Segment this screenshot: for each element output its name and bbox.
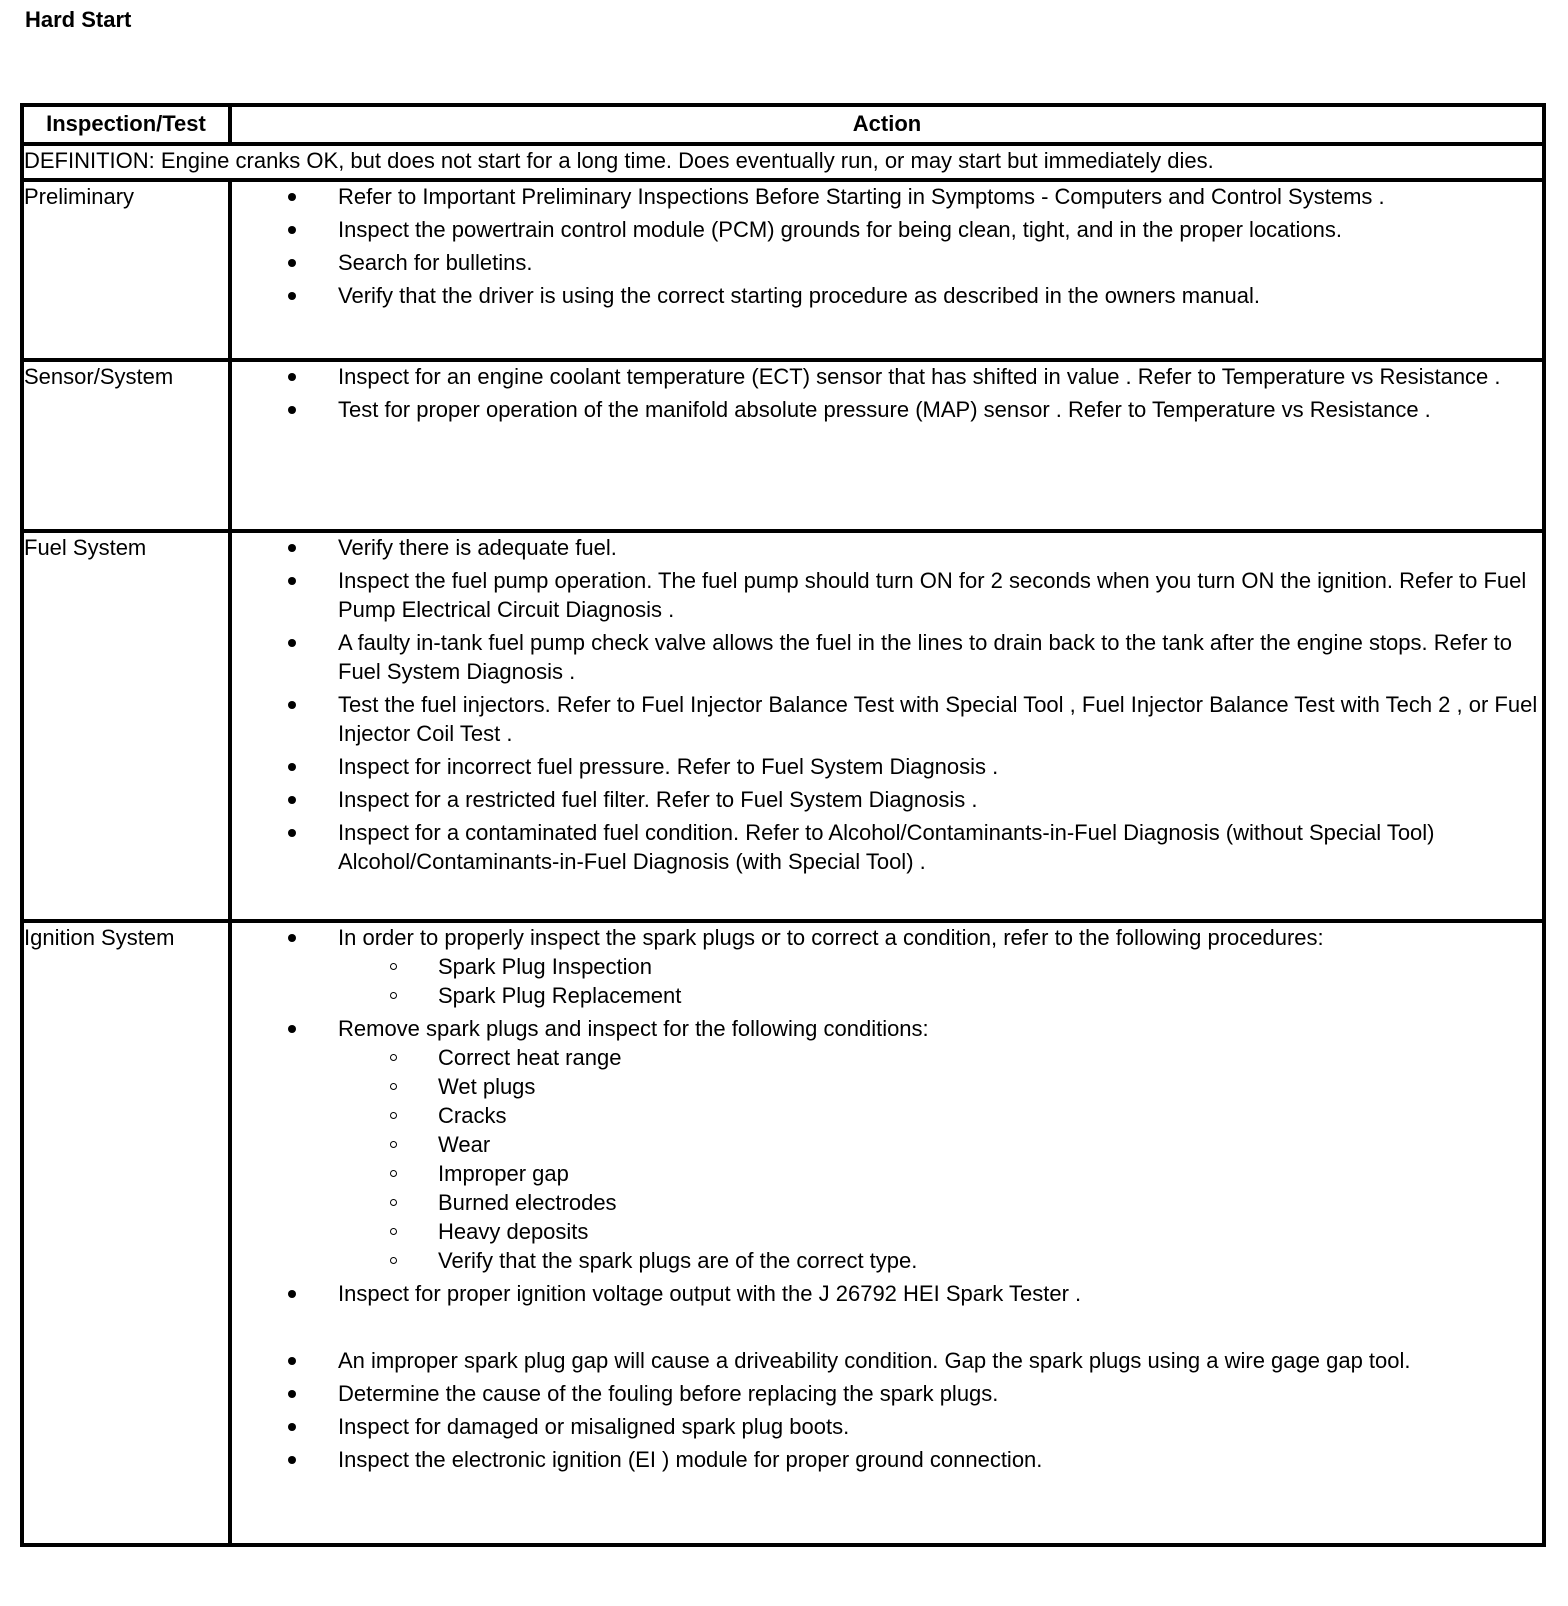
action-item <box>232 1014 1542 1275</box>
action-item <box>232 1279 1542 1308</box>
action-item <box>232 1445 1542 1474</box>
action-cell <box>230 921 1544 1545</box>
action-item <box>232 281 1542 310</box>
sub-item: Verify that the spark plugs are of the correct type. <box>338 1246 1542 1275</box>
table-row <box>22 531 1544 921</box>
definition-row <box>22 144 1544 180</box>
action-list <box>232 362 1542 424</box>
action-item <box>232 566 1542 624</box>
table-row <box>22 360 1544 531</box>
row-label-sensor-system: Sensor/System <box>22 360 230 531</box>
action-item <box>232 362 1542 391</box>
diagnosis-table <box>20 103 1546 1547</box>
sub-item: Spark Plug Inspection <box>338 952 1542 981</box>
action-list <box>232 923 1542 1474</box>
sub-item: Heavy deposits <box>338 1217 1542 1246</box>
sub-item: Wet plugs <box>338 1072 1542 1101</box>
action-item <box>232 752 1542 781</box>
action-item <box>232 1379 1542 1408</box>
action-item-text: Remove spark plugs and inspect for the following conditions: <box>338 1016 929 1041</box>
action-item-text: Inspect for a restricted fuel filter. Refer to Fuel System Diagnosis . <box>338 787 978 812</box>
action-list <box>232 182 1542 310</box>
sub-item: Burned electrodes <box>338 1188 1542 1217</box>
table-row <box>22 921 1544 1545</box>
action-item-text: Inspect for a contaminated fuel condition. Refer to Alcohol/Contaminants-in-Fuel Diagnosis (without Special Tool) Alcohol/Contaminants-in-Fuel Diagnosis (with Special Tool) . <box>338 820 1435 874</box>
table-row <box>22 180 1544 360</box>
action-cell <box>230 180 1544 360</box>
sub-item: Spark Plug Replacement <box>338 981 1542 1010</box>
action-cell <box>230 531 1544 921</box>
row-label-fuel-system: Fuel System <box>22 531 230 921</box>
action-list <box>232 533 1542 876</box>
action-item <box>232 1346 1542 1375</box>
action-item-text: Inspect the powertrain control module (PCM) grounds for being clean, tight, and in the proper locations. <box>338 217 1342 242</box>
sub-item: Wear <box>338 1130 1542 1159</box>
action-item <box>232 395 1542 424</box>
action-item <box>232 215 1542 244</box>
action-item <box>232 818 1542 876</box>
sub-item: Correct heat range <box>338 1043 1542 1072</box>
action-item-text: A faulty in-tank fuel pump check valve allows the fuel in the lines to drain back to the tank after the engine stops. Refer to Fuel System Diagnosis . <box>338 630 1513 684</box>
sub-list <box>338 952 1542 1010</box>
action-item <box>232 923 1542 1010</box>
action-item-text: Inspect for incorrect fuel pressure. Refer to Fuel System Diagnosis . <box>338 754 999 779</box>
action-item-text: Test the fuel injectors. Refer to Fuel Injector Balance Test with Special Tool , Fuel Injector Balance Test with Tech 2 , or Fuel Injector Coil Test . <box>338 692 1538 746</box>
action-item-text: Refer to Important Preliminary Inspections Before Starting in Symptoms - Computers and Control Systems . <box>338 184 1385 209</box>
row-label-preliminary: Preliminary <box>22 180 230 360</box>
action-item-text: In order to properly inspect the spark plugs or to correct a condition, refer to the following procedures: <box>338 925 1324 950</box>
action-item-text: Search for bulletins. <box>338 250 533 275</box>
action-item-text: Inspect for damaged or misaligned spark plug boots. <box>338 1414 850 1439</box>
action-item <box>232 690 1542 748</box>
header-inspection-test: Inspection/Test <box>22 105 230 144</box>
action-item <box>232 533 1542 562</box>
action-item <box>232 248 1542 277</box>
row-label-ignition-system: Ignition System <box>22 921 230 1545</box>
sub-item: Improper gap <box>338 1159 1542 1188</box>
action-item <box>232 1412 1542 1441</box>
action-item-text: Verify there is adequate fuel. <box>338 535 617 560</box>
action-item-text: Determine the cause of the fouling before replacing the spark plugs. <box>338 1381 999 1406</box>
action-item-text: Inspect for proper ignition voltage output with the J 26792 HEI Spark Tester . <box>338 1281 1082 1306</box>
page-title: Hard Start <box>25 7 132 32</box>
sub-list <box>338 1043 1542 1275</box>
action-item <box>232 182 1542 211</box>
header-action: Action <box>230 105 1544 144</box>
action-item-text: Inspect the fuel pump operation. The fuel pump should turn ON for 2 seconds when you turn ON the ignition. Refer to Fuel Pump Electrical Circuit Diagnosis . <box>338 568 1527 622</box>
action-item-text: Test for proper operation of the manifold absolute pressure (MAP) sensor . Refer to Temperature vs Resistance . <box>338 397 1431 422</box>
action-item-text: An improper spark plug gap will cause a driveability condition. Gap the spark plugs using a wire gage gap tool. <box>338 1348 1411 1373</box>
action-item-text: Verify that the driver is using the correct starting procedure as described in the owners manual. <box>338 283 1261 308</box>
table-header-row <box>22 105 1544 144</box>
action-cell <box>230 360 1544 531</box>
action-item-text: Inspect for an engine coolant temperature (ECT) sensor that has shifted in value . Refer to Temperature vs Resistance . <box>338 364 1501 389</box>
action-item-text: Inspect the electronic ignition (EI ) module for proper ground connection. <box>338 1447 1043 1472</box>
action-item <box>232 628 1542 686</box>
definition-text: DEFINITION: Engine cranks OK, but does not start for a long time. Does eventually run, or may start but immediately dies. <box>22 144 1544 180</box>
sub-item: Cracks <box>338 1101 1542 1130</box>
action-item <box>232 785 1542 814</box>
